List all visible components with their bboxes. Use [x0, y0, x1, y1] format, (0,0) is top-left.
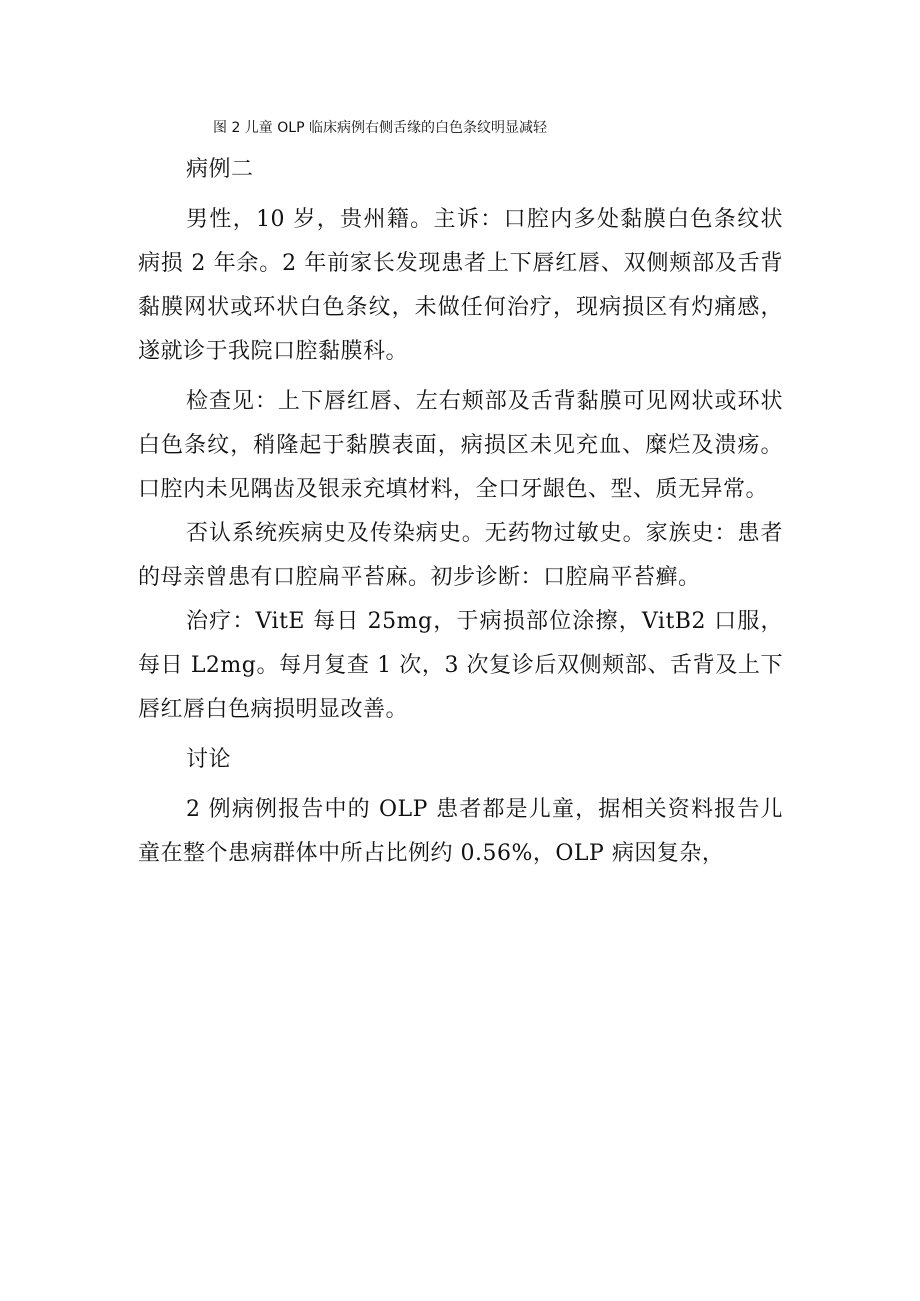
paragraph-history: 男性，10 岁，贵州籍。主诉：口腔内多处黏膜白色条纹状病损 2 年余。2 年前家长发现患者上下唇红唇、双侧颊部及舌背黏膜网状或环状白色条纹，未做任何治疗，现病损区有灼痛感，遂就诊于我院口腔黏膜科。	[138, 207, 783, 364]
figure-caption: 图 2 儿童 OLP 临床病例右侧舌缘的白色条纹明显减轻	[213, 120, 547, 136]
case-heading: 病例二	[186, 157, 254, 182]
document-body	[138, 148, 783, 876]
discussion-heading: 讨论	[186, 747, 232, 772]
paragraph-discussion: 2 例病例报告中的 OLP 患者都是儿童，据相关资料报告儿童在整个患病群体中所占比例约 0.56%，OLP 病因复杂，	[138, 797, 783, 866]
paragraph-family-history: 否认系统疾病史及传染病史。无药物过敏史。家族史：患者的母亲曾患有口腔扁平苔麻。初步诊断：口腔扁平苔癣。	[138, 521, 783, 590]
paragraph-treatment: 治疗：VitE 每日 25mg，于病损部位涂擦，VitB2 口服，每日 L2mg。每月复查 1 次，3 次复诊后双侧颊部、舌背及上下唇红唇白色病损明显改善。	[138, 609, 783, 722]
paragraph-examination: 检查见：上下唇红唇、左右颊部及舌背黏膜可见网状或环状白色条纹，稍隆起于黏膜表面，病损区未见充血、糜烂及溃疡。口腔内未见隅齿及银汞充填材料，全口牙龈色、型、质无异常。	[138, 389, 783, 502]
